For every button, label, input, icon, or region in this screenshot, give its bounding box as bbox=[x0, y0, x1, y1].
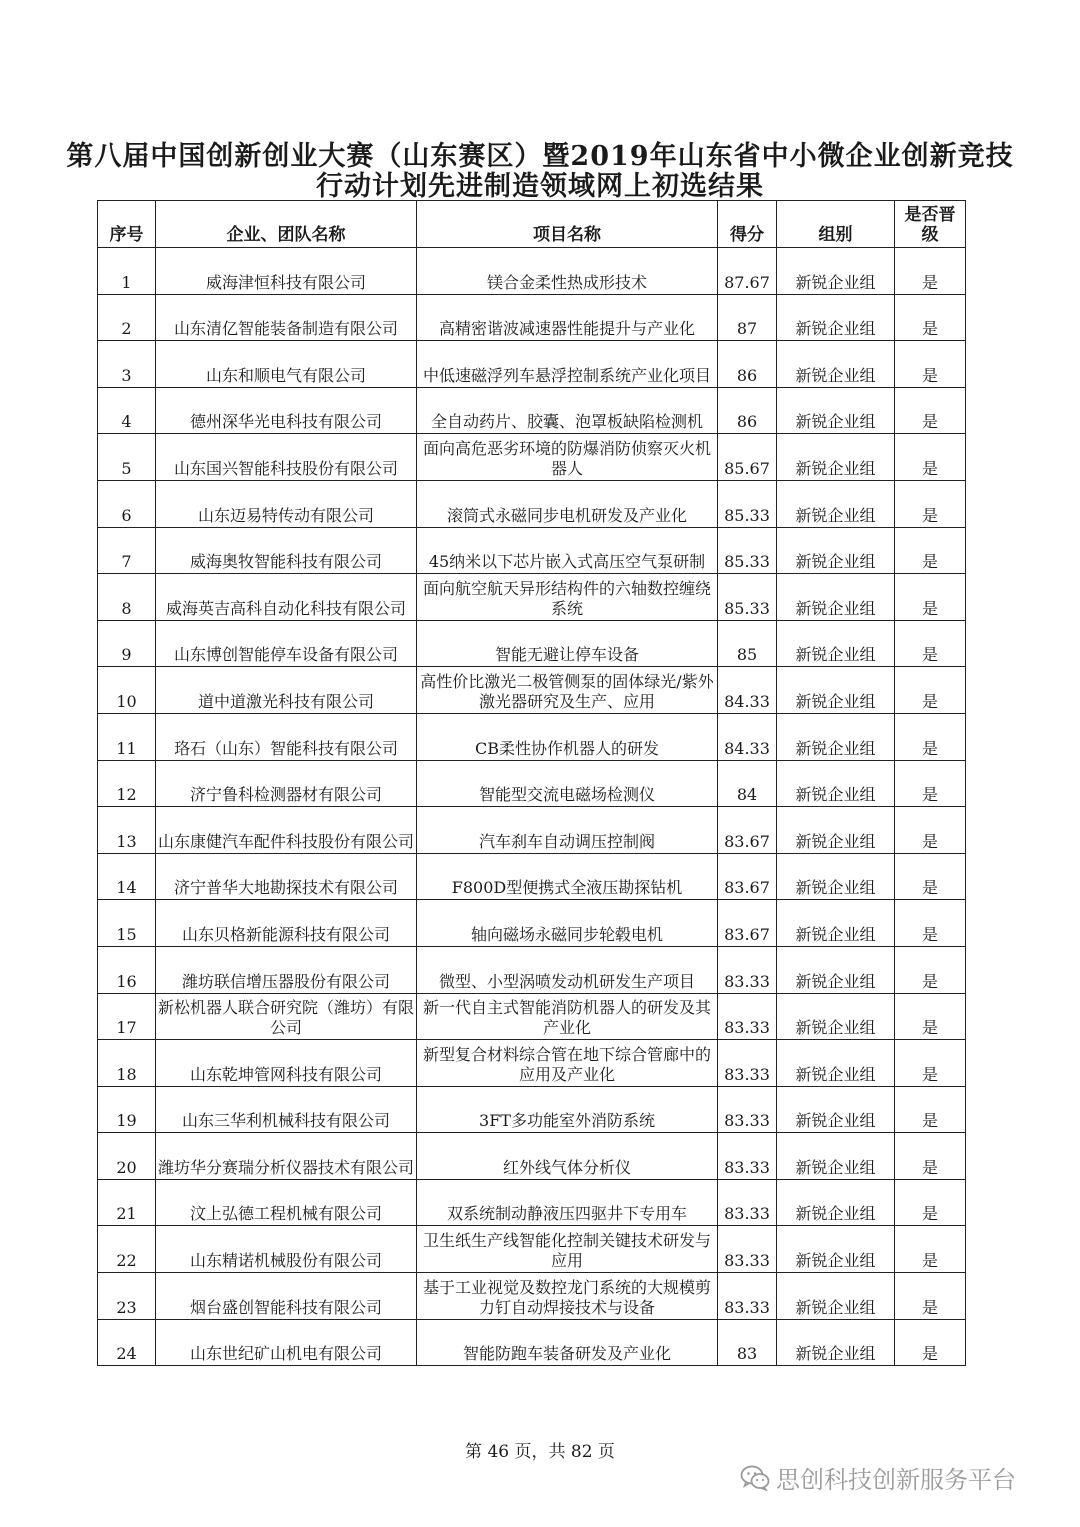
cell-project: 双系统制动静液压四驱井下专用车 bbox=[417, 1179, 718, 1226]
cell-company: 山东三华利机械科技有限公司 bbox=[156, 1086, 417, 1133]
cell-advance: 是 bbox=[895, 574, 966, 621]
cell-company: 山东清亿智能装备制造有限公司 bbox=[156, 294, 417, 341]
cell-project: 新一代自主式智能消防机器人的研发及其产业化 bbox=[417, 993, 718, 1040]
cell-company: 烟台盛创智能科技有限公司 bbox=[156, 1273, 417, 1320]
cell-group: 新锐企业组 bbox=[777, 946, 895, 993]
cell-project: 基于工业视觉及数控龙门系统的大规模剪力钉自动焊接技术与设备 bbox=[417, 1273, 718, 1320]
cell-advance: 是 bbox=[895, 1273, 966, 1320]
table-header-row bbox=[98, 201, 966, 248]
cell-project: 卫生纸生产线智能化控制关键技术研发与应用 bbox=[417, 1226, 718, 1273]
cell-score: 83.33 bbox=[718, 1133, 777, 1180]
cell-company: 威海奥牧智能科技有限公司 bbox=[156, 527, 417, 574]
cell-group: 新锐企业组 bbox=[777, 434, 895, 481]
cell-score: 83.67 bbox=[718, 807, 777, 854]
cell-advance: 是 bbox=[895, 760, 966, 807]
cell-project: 全自动药片、胶囊、泡罩板缺陷检测机 bbox=[417, 387, 718, 434]
table-row bbox=[98, 1273, 966, 1320]
cell-advance: 是 bbox=[895, 993, 966, 1040]
cell-project: 滚筒式永磁同步电机研发及产业化 bbox=[417, 480, 718, 527]
cell-group: 新锐企业组 bbox=[777, 1133, 895, 1180]
cell-advance: 是 bbox=[895, 248, 966, 295]
cell-score: 85 bbox=[718, 620, 777, 667]
cell-project: 智能型交流电磁场检测仪 bbox=[417, 760, 718, 807]
cell-group: 新锐企业组 bbox=[777, 620, 895, 667]
cell-project: 面向航空航天异形结构件的六轴数控缠绕系统 bbox=[417, 574, 718, 621]
cell-company: 山东国兴智能科技股份有限公司 bbox=[156, 434, 417, 481]
wechat-icon bbox=[740, 1465, 770, 1491]
cell-advance: 是 bbox=[895, 527, 966, 574]
cell-no: 2 bbox=[98, 294, 156, 341]
cell-project: 新型复合材料综合管在地下综合管廊中的应用及产业化 bbox=[417, 1040, 718, 1087]
cell-group: 新锐企业组 bbox=[777, 760, 895, 807]
cell-group: 新锐企业组 bbox=[777, 807, 895, 854]
table-row bbox=[98, 387, 966, 434]
cell-score: 84.33 bbox=[718, 667, 777, 714]
table-row bbox=[98, 248, 966, 295]
cell-no: 9 bbox=[98, 620, 156, 667]
cell-score: 83.33 bbox=[718, 1086, 777, 1133]
cell-score: 85.33 bbox=[718, 480, 777, 527]
watermark-text: 思创科技创新服务平台 bbox=[776, 1466, 1016, 1494]
cell-advance: 是 bbox=[895, 1040, 966, 1087]
cell-score: 83.33 bbox=[718, 946, 777, 993]
document-title-line2: 行动计划先进制造领域网上初选结果 bbox=[316, 171, 764, 202]
cell-advance: 是 bbox=[895, 1133, 966, 1180]
cell-score: 87 bbox=[718, 294, 777, 341]
cell-project: 智能防跑车装备研发及产业化 bbox=[417, 1319, 718, 1366]
col-header-advance: 是否晋级 bbox=[895, 201, 966, 248]
table-row bbox=[98, 620, 966, 667]
cell-company: 山东博创智能停车设备有限公司 bbox=[156, 620, 417, 667]
table-row bbox=[98, 527, 966, 574]
col-header-project: 项目名称 bbox=[417, 201, 718, 248]
cell-score: 86 bbox=[718, 341, 777, 388]
cell-company: 潍坊华分赛瑞分析仪器技术有限公司 bbox=[156, 1133, 417, 1180]
cell-group: 新锐企业组 bbox=[777, 294, 895, 341]
cell-group: 新锐企业组 bbox=[777, 667, 895, 714]
cell-no: 4 bbox=[98, 387, 156, 434]
cell-advance: 是 bbox=[895, 1319, 966, 1366]
cell-project: 镁合金柔性热成形技术 bbox=[417, 248, 718, 295]
cell-group: 新锐企业组 bbox=[777, 248, 895, 295]
col-header-company: 企业、团队名称 bbox=[156, 201, 417, 248]
cell-company: 济宁普华大地勘探技术有限公司 bbox=[156, 853, 417, 900]
cell-group: 新锐企业组 bbox=[777, 1319, 895, 1366]
cell-company: 汶上弘德工程机械有限公司 bbox=[156, 1179, 417, 1226]
cell-project: 3FT多功能室外消防系统 bbox=[417, 1086, 718, 1133]
cell-project: 高性价比激光二极管侧泵的固体绿光/紫外激光器研究及生产、应用 bbox=[417, 667, 718, 714]
table-row bbox=[98, 853, 966, 900]
cell-project: 面向高危恶劣环境的防爆消防侦察灭火机器人 bbox=[417, 434, 718, 481]
cell-no: 1 bbox=[98, 248, 156, 295]
cell-project: 智能无避让停车设备 bbox=[417, 620, 718, 667]
table-row bbox=[98, 1179, 966, 1226]
cell-company: 德州深华光电科技有限公司 bbox=[156, 387, 417, 434]
cell-group: 新锐企业组 bbox=[777, 900, 895, 947]
cell-no: 5 bbox=[98, 434, 156, 481]
cell-company: 潍坊联信增压器股份有限公司 bbox=[156, 946, 417, 993]
table-row bbox=[98, 1040, 966, 1087]
cell-advance: 是 bbox=[895, 900, 966, 947]
cell-group: 新锐企业组 bbox=[777, 1040, 895, 1087]
cell-group: 新锐企业组 bbox=[777, 853, 895, 900]
cell-advance: 是 bbox=[895, 713, 966, 760]
table-row bbox=[98, 294, 966, 341]
table-row bbox=[98, 341, 966, 388]
cell-no: 10 bbox=[98, 667, 156, 714]
watermark bbox=[740, 1460, 1016, 1495]
table-row bbox=[98, 900, 966, 947]
cell-score: 83.67 bbox=[718, 853, 777, 900]
cell-score: 85.33 bbox=[718, 574, 777, 621]
cell-project: 微型、小型涡喷发动机研发生产项目 bbox=[417, 946, 718, 993]
cell-no: 8 bbox=[98, 574, 156, 621]
table-row bbox=[98, 946, 966, 993]
cell-score: 83.67 bbox=[718, 900, 777, 947]
cell-advance: 是 bbox=[895, 853, 966, 900]
cell-advance: 是 bbox=[895, 294, 966, 341]
cell-group: 新锐企业组 bbox=[777, 574, 895, 621]
cell-no: 22 bbox=[98, 1226, 156, 1273]
cell-company: 山东贝格新能源科技有限公司 bbox=[156, 900, 417, 947]
cell-company: 山东康健汽车配件科技股份有限公司 bbox=[156, 807, 417, 854]
cell-group: 新锐企业组 bbox=[777, 1273, 895, 1320]
cell-company: 山东精诺机械股份有限公司 bbox=[156, 1226, 417, 1273]
cell-no: 24 bbox=[98, 1319, 156, 1366]
cell-score: 83 bbox=[718, 1319, 777, 1366]
cell-group: 新锐企业组 bbox=[777, 527, 895, 574]
cell-no: 12 bbox=[98, 760, 156, 807]
page-footer: 第 46 页，共 82 页 bbox=[465, 1442, 615, 1462]
cell-advance: 是 bbox=[895, 341, 966, 388]
cell-no: 19 bbox=[98, 1086, 156, 1133]
cell-project: 红外线气体分析仪 bbox=[417, 1133, 718, 1180]
cell-project: 高精密谐波减速器性能提升与产业化 bbox=[417, 294, 718, 341]
cell-company: 济宁鲁科检测器材有限公司 bbox=[156, 760, 417, 807]
cell-no: 11 bbox=[98, 713, 156, 760]
cell-advance: 是 bbox=[895, 387, 966, 434]
cell-score: 83.33 bbox=[718, 1040, 777, 1087]
cell-no: 20 bbox=[98, 1133, 156, 1180]
cell-advance: 是 bbox=[895, 434, 966, 481]
cell-score: 85.67 bbox=[718, 434, 777, 481]
cell-group: 新锐企业组 bbox=[777, 1179, 895, 1226]
cell-project: CB柔性协作机器人的研发 bbox=[417, 713, 718, 760]
cell-company: 新松机器人联合研究院（潍坊）有限公司 bbox=[156, 993, 417, 1040]
cell-project: 45纳米以下芯片嵌入式高压空气泵研制 bbox=[417, 527, 718, 574]
cell-score: 84 bbox=[718, 760, 777, 807]
table-row bbox=[98, 434, 966, 481]
cell-no: 21 bbox=[98, 1179, 156, 1226]
table-row bbox=[98, 1133, 966, 1180]
col-header-score: 得分 bbox=[718, 201, 777, 248]
cell-group: 新锐企业组 bbox=[777, 713, 895, 760]
cell-project: 中低速磁浮列车悬浮控制系统产业化项目 bbox=[417, 341, 718, 388]
cell-no: 16 bbox=[98, 946, 156, 993]
table-row bbox=[98, 667, 966, 714]
cell-no: 13 bbox=[98, 807, 156, 854]
cell-group: 新锐企业组 bbox=[777, 993, 895, 1040]
cell-group: 新锐企业组 bbox=[777, 387, 895, 434]
cell-score: 85.33 bbox=[718, 527, 777, 574]
table-row bbox=[98, 760, 966, 807]
cell-company: 山东乾坤管网科技有限公司 bbox=[156, 1040, 417, 1087]
cell-score: 83.33 bbox=[718, 993, 777, 1040]
cell-no: 18 bbox=[98, 1040, 156, 1087]
table-row bbox=[98, 807, 966, 854]
cell-no: 3 bbox=[98, 341, 156, 388]
cell-advance: 是 bbox=[895, 480, 966, 527]
cell-advance: 是 bbox=[895, 1086, 966, 1133]
table-row bbox=[98, 1086, 966, 1133]
cell-advance: 是 bbox=[895, 1179, 966, 1226]
table-row bbox=[98, 713, 966, 760]
cell-company: 珞石（山东）智能科技有限公司 bbox=[156, 713, 417, 760]
cell-advance: 是 bbox=[895, 667, 966, 714]
cell-score: 83.33 bbox=[718, 1226, 777, 1273]
cell-no: 7 bbox=[98, 527, 156, 574]
cell-group: 新锐企业组 bbox=[777, 1226, 895, 1273]
cell-no: 17 bbox=[98, 993, 156, 1040]
cell-project: F800D型便携式全液压勘探钻机 bbox=[417, 853, 718, 900]
cell-score: 83.33 bbox=[718, 1179, 777, 1226]
document-title-line1: 第八届中国创新创业大赛（山东赛区）暨2019年山东省中小微企业创新竞技 bbox=[66, 141, 1014, 172]
table-row bbox=[98, 1319, 966, 1366]
cell-score: 87.67 bbox=[718, 248, 777, 295]
cell-no: 15 bbox=[98, 900, 156, 947]
cell-group: 新锐企业组 bbox=[777, 480, 895, 527]
cell-no: 6 bbox=[98, 480, 156, 527]
table-row bbox=[98, 574, 966, 621]
results-table bbox=[97, 200, 966, 1366]
cell-group: 新锐企业组 bbox=[777, 1086, 895, 1133]
cell-score: 83.33 bbox=[718, 1273, 777, 1320]
cell-score: 84.33 bbox=[718, 713, 777, 760]
table-row bbox=[98, 480, 966, 527]
cell-advance: 是 bbox=[895, 620, 966, 667]
table-row bbox=[98, 993, 966, 1040]
cell-no: 14 bbox=[98, 853, 156, 900]
cell-project: 轴向磁场永磁同步轮毂电机 bbox=[417, 900, 718, 947]
cell-no: 23 bbox=[98, 1273, 156, 1320]
cell-company: 山东世纪矿山机电有限公司 bbox=[156, 1319, 417, 1366]
cell-project: 汽车刹车自动调压控制阀 bbox=[417, 807, 718, 854]
col-header-no: 序号 bbox=[98, 201, 156, 248]
cell-company: 道中道激光科技有限公司 bbox=[156, 667, 417, 714]
cell-company: 威海英吉高科自动化科技有限公司 bbox=[156, 574, 417, 621]
cell-group: 新锐企业组 bbox=[777, 341, 895, 388]
col-header-group: 组别 bbox=[777, 201, 895, 248]
cell-advance: 是 bbox=[895, 807, 966, 854]
cell-company: 山东迈易特传动有限公司 bbox=[156, 480, 417, 527]
cell-score: 86 bbox=[718, 387, 777, 434]
cell-advance: 是 bbox=[895, 946, 966, 993]
table-row bbox=[98, 1226, 966, 1273]
cell-company: 山东和顺电气有限公司 bbox=[156, 341, 417, 388]
cell-company: 威海津恒科技有限公司 bbox=[156, 248, 417, 295]
cell-advance: 是 bbox=[895, 1226, 966, 1273]
